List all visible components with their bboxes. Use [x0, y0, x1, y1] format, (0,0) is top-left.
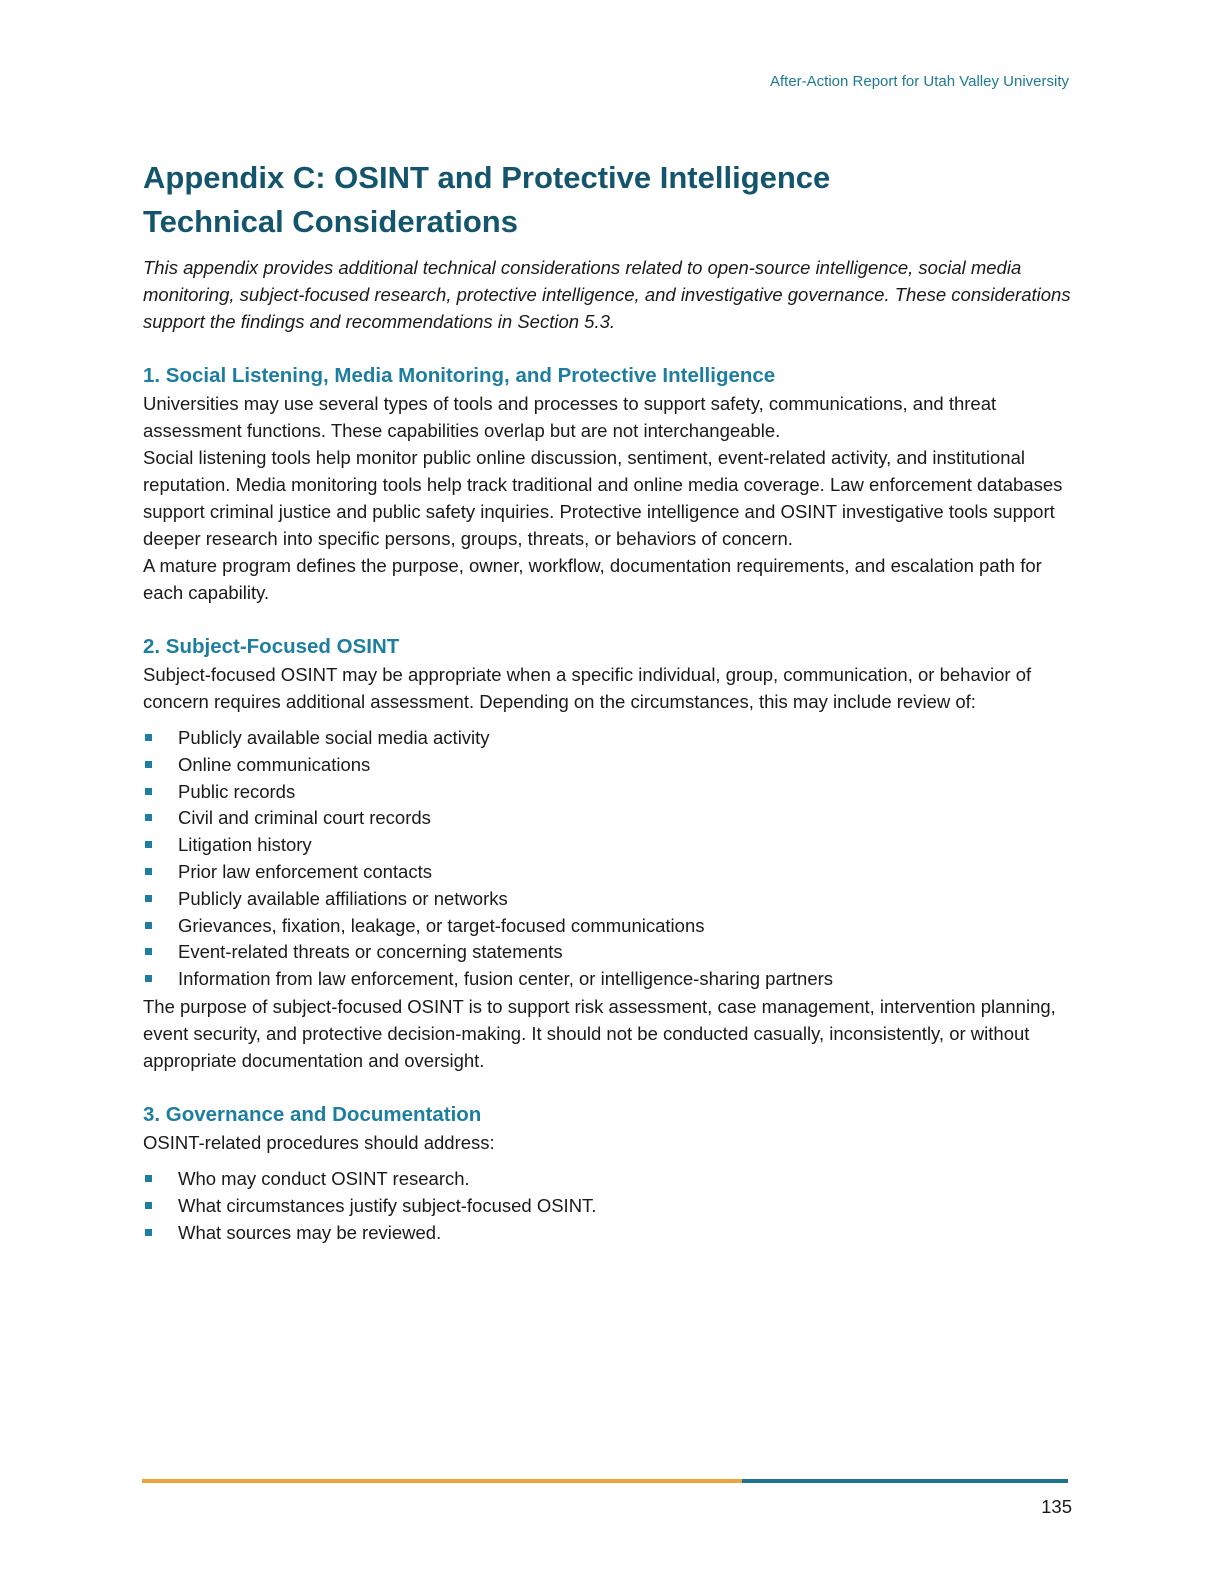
page-number: 135: [1041, 1496, 1072, 1517]
list-item: Litigation history: [143, 832, 1073, 859]
square-bullet-icon: [145, 895, 152, 902]
running-header: After-Action Report for Utah Valley University: [770, 73, 1069, 90]
square-bullet-icon: [145, 1202, 152, 1209]
intro-paragraph: This appendix provides additional technical considerations related to open-source intelligence, social media monitoring, subject-focused research, protective intelligence, and investigative governance. These considerations support the findings and recommendations in Section 5.3.: [143, 257, 1071, 332]
square-bullet-icon: [145, 868, 152, 875]
page-title-line2: Technical Considerations: [143, 204, 518, 239]
square-bullet-icon: [145, 734, 152, 741]
section-2-closing: The purpose of subject-focused OSINT is to support risk assessment, case management, intervention planning, event security, and protective decision-making. It should not be conducted casually, inconsistently, or without appropriate documentation and oversight.: [143, 995, 1056, 1071]
square-bullet-icon: [145, 922, 152, 929]
section-2-bullet-list: [143, 725, 1073, 993]
list-item: Event-related threats or concerning statements: [143, 939, 1073, 966]
list-item: Information from law enforcement, fusion center, or intelligence-sharing partners: [143, 966, 1073, 993]
square-bullet-icon: [145, 814, 152, 821]
list-item: Prior law enforcement contacts: [143, 859, 1073, 886]
square-bullet-icon: [145, 788, 152, 795]
page-content: [143, 156, 1073, 1246]
square-bullet-icon: [145, 841, 152, 848]
page-title: [143, 156, 1073, 244]
list-item: What circumstances justify subject-focused OSINT.: [143, 1193, 1073, 1220]
square-bullet-icon: [145, 948, 152, 955]
list-item: Publicly available social media activity: [143, 725, 1073, 752]
footer-rule-blue-segment: [742, 1479, 1068, 1483]
section-1-heading: 1. Social Listening, Media Monitoring, and Protective Intelligence: [143, 364, 776, 387]
footer-rule: [142, 1479, 1068, 1483]
section-3-intro: OSINT-related procedures should address:: [143, 1131, 495, 1153]
section-1-paragraph-3: A mature program defines the purpose, owner, workflow, documentation requirements, and escalation path for each capability.: [143, 555, 1042, 603]
square-bullet-icon: [145, 761, 152, 768]
list-item: Online communications: [143, 752, 1073, 779]
section-3-heading: 3. Governance and Documentation: [143, 1102, 482, 1126]
list-item: Who may conduct OSINT research.: [143, 1166, 1073, 1193]
section-1-paragraph-1: Universities may use several types of tools and processes to support safety, communications, and threat assessment functions. These capabilities overlap but are not interchangeable.: [143, 393, 997, 441]
list-item: Public records: [143, 779, 1073, 806]
footer-rule-orange-segment: [142, 1479, 742, 1483]
section-1-paragraph-2: Social listening tools help monitor public online discussion, sentiment, event-related activity, and institutional reputation. Media monitoring tools help track traditional and online media coverage. Law enforcement databases support criminal justice and public safety inquiries. Protective intelligence and OSINT investigative tools support deeper research into specific persons, groups, threats, or behaviors of concern.: [143, 447, 1063, 549]
section-2-intro: Subject-focused OSINT may be appropriate when a specific individual, group, communication, or behavior of concern requires additional assessment. Depending on the circumstances, this may include review of:: [143, 664, 1032, 712]
square-bullet-icon: [145, 1229, 152, 1236]
square-bullet-icon: [145, 1175, 152, 1182]
list-item: What sources may be reviewed.: [143, 1220, 1073, 1247]
square-bullet-icon: [145, 975, 152, 982]
list-item: Civil and criminal court records: [143, 805, 1073, 832]
page-title-line1: Appendix C: OSINT and Protective Intelligence: [143, 160, 831, 195]
section-3-bullet-list: [143, 1166, 1073, 1246]
section-2-heading: 2. Subject-Focused OSINT: [143, 635, 400, 658]
list-item: Publicly available affiliations or networks: [143, 886, 1073, 913]
list-item: Grievances, fixation, leakage, or target-focused communications: [143, 913, 1073, 940]
